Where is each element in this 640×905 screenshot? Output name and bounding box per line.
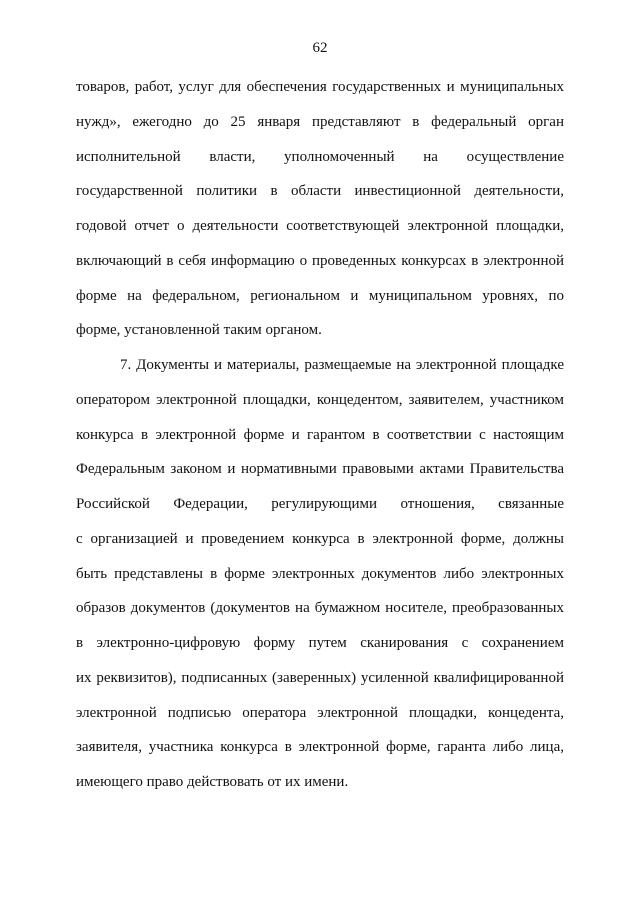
text-line: нужд», ежегодно до 25 января представляют в федеральный орган	[76, 113, 564, 130]
text-line: конкурса в электронной форме и гарантом в соответствии с настоящим	[76, 426, 564, 443]
text-line: имеющего право действовать от их имени.	[76, 774, 349, 790]
text-line: 7. Документы и материалы, размещаемые на электронной площадке	[120, 357, 564, 373]
text-line: заявителя, участника конкурса в электронной форме, гаранта либо лица,	[76, 739, 564, 756]
text-line: с организацией и проведением конкурса в электронной форме, должны	[76, 530, 564, 547]
text-line: оператором электронной площадки, концедентом, заявителем, участником	[76, 391, 564, 408]
text-line: быть представлены в форме электронных документов либо электронных	[76, 565, 564, 582]
text-line: форме, установленной таким органом.	[76, 322, 322, 339]
text-line: исполнительной власти, уполномоченный на осуществление	[76, 148, 564, 165]
text-line: форме на федеральном, региональном и муниципальном уровнях, по	[76, 287, 564, 304]
text-line: государственной политики в области инвестиционной деятельности,	[76, 183, 564, 200]
text-line: в электронно-цифровую форму путем сканирования с сохранением	[76, 635, 564, 651]
text-line: годовой отчет о деятельности соответствующей электронной площадки,	[76, 218, 564, 234]
text-line: включающий в себя информацию о проведенных конкурсах в электронной	[76, 252, 564, 269]
paragraph-2	[76, 348, 564, 800]
text-line: Российской Федерации, регулирующими отношения, связанные	[76, 496, 564, 512]
text-line: электронной подписью оператора электронной площадки, концедента,	[76, 704, 564, 721]
text-line: Федеральным законом и нормативными правовыми актами Правительства	[76, 461, 564, 478]
paragraph-1	[76, 70, 564, 348]
text-line: образов документов (документов на бумажном носителе, преобразованных	[76, 600, 564, 617]
document-body	[76, 70, 564, 800]
text-line: их реквизитов), подписанных (заверенных) усиленной квалифицированной	[76, 669, 564, 686]
text-line: товаров, работ, услуг для обеспечения государственных и муниципальных	[76, 79, 564, 95]
page-number: 62	[312, 40, 328, 56]
